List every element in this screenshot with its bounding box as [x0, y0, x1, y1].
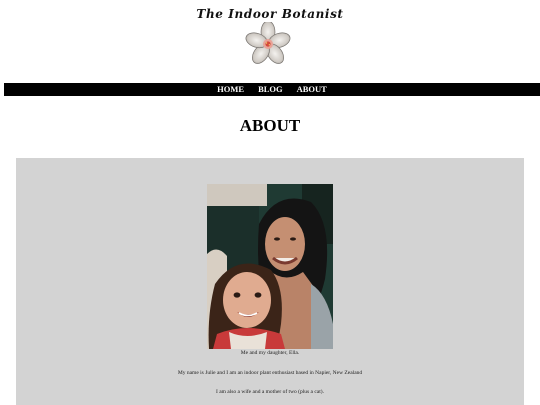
page-heading: ABOUT [239, 116, 301, 135]
about-paragraph-2: I am also a wife and a mother of two (plus a cat). [216, 389, 324, 395]
site-title[interactable]: The Indoor Botanist [196, 7, 344, 21]
nav-home-link[interactable]: HOME [217, 84, 245, 94]
about-content-panel [16, 158, 524, 405]
nav-bar [4, 83, 540, 96]
photo-caption: Me and my daughter, Ella. [240, 350, 300, 356]
about-paragraph-1: My name is Julie and I am an indoor plant enthusiast based in Napier, New Zealand [177, 370, 363, 376]
mother-daughter-photo [207, 184, 333, 349]
flower-logo-icon[interactable] [242, 22, 294, 66]
nav-about-link[interactable]: ABOUT [296, 84, 327, 94]
nav-blog-link[interactable]: BLOG [258, 84, 283, 94]
